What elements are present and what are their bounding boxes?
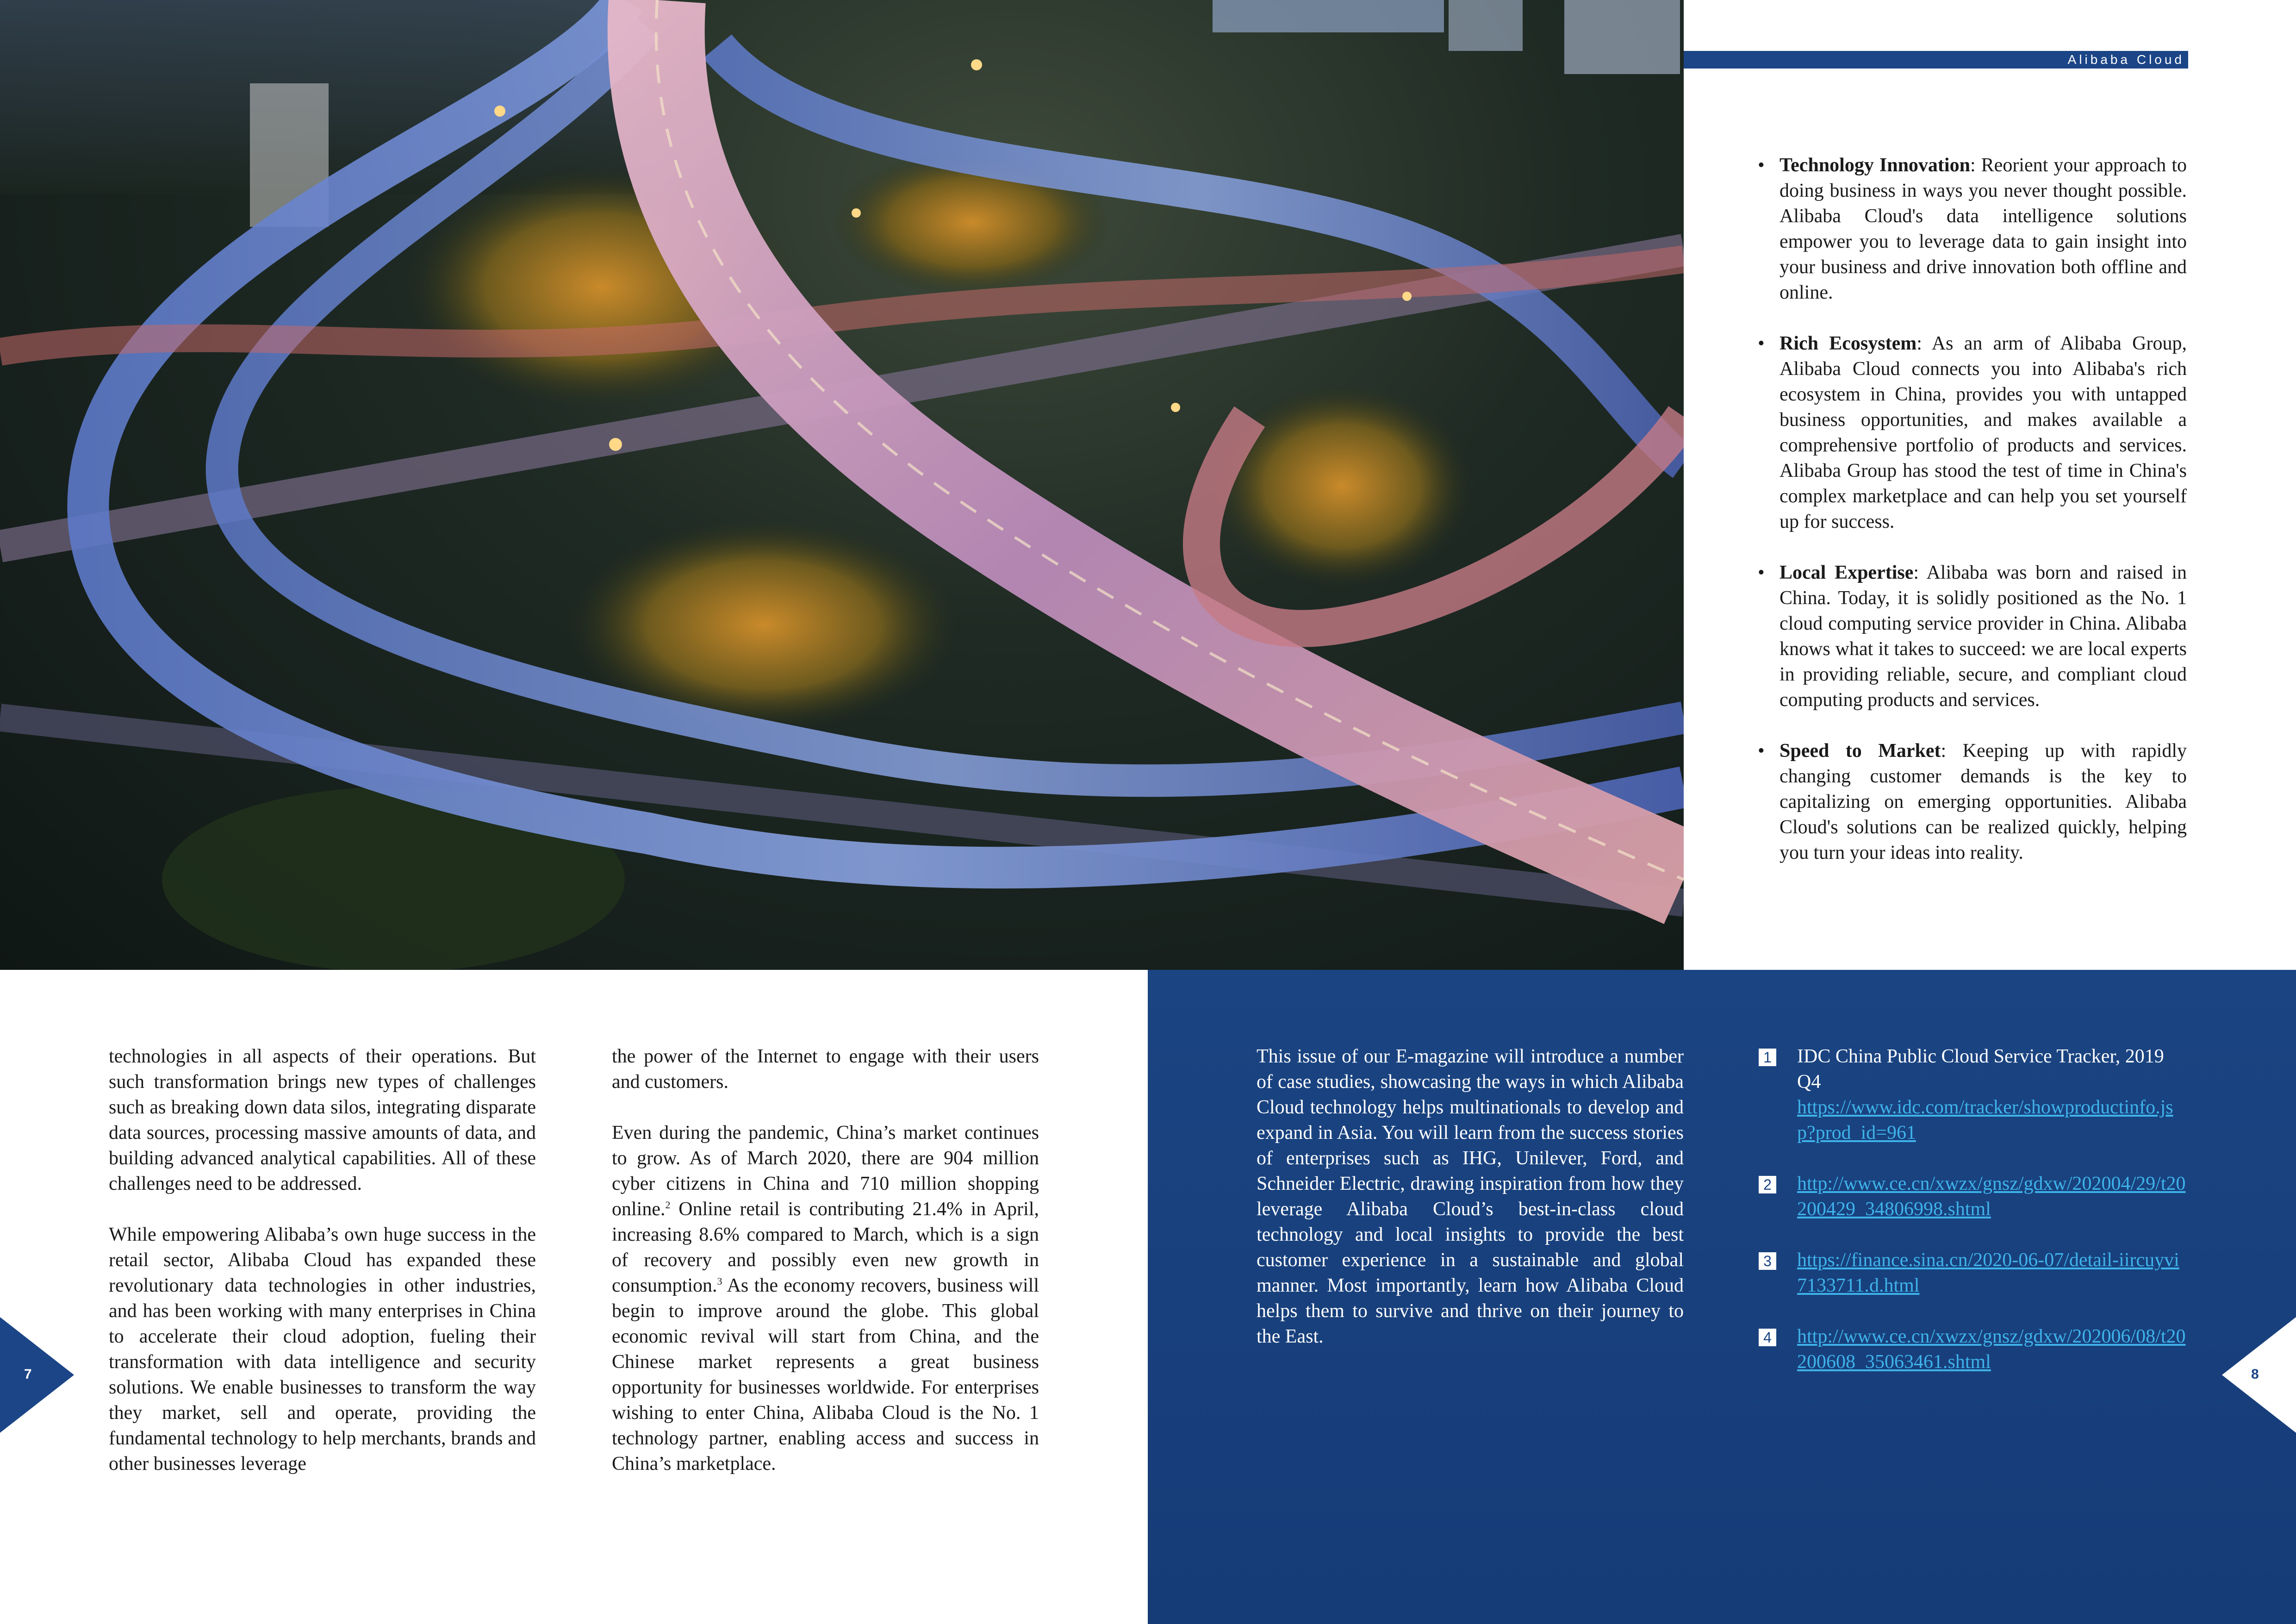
body-column-1	[109, 1044, 536, 1502]
bullet-dot-icon: •	[1758, 740, 1765, 762]
paragraph	[612, 1120, 1039, 1477]
body-column-2	[612, 1044, 1039, 1502]
paragraph-text: Online retail is contributing 21.4% in April, increasing 8.6% compared to March, which is a sign of recovery and possibly even new growth in consumption.	[612, 1199, 1039, 1296]
footnote-marker: 3	[717, 1275, 722, 1287]
footnote-marker: 2	[665, 1199, 671, 1211]
bullet-term: Speed to Market	[1780, 740, 1941, 762]
reference-link[interactable]: http://www.ce.cn/xwzx/gnsz/gdxw/202006/08/t20200608_35063461.shtml	[1797, 1326, 2186, 1373]
bullet-item-local-expertise	[1754, 560, 2187, 713]
bullet-dot-icon: •	[1758, 562, 1765, 583]
bullet-text: : Alibaba was born and raised in China. Today, it is solidly positioned as the No. 1 cloud computing service provider in China. Alibaba knows what it takes to succeed: we are local experts in providing reliable, secure, and compliant cloud computing products and services.	[1780, 562, 2187, 711]
bullet-text: : As an arm of Alibaba Group, Alibaba Cloud connects you into Alibaba's rich ecosystem in China, provides you with untapped business opportunities, and makes available a comprehensive portfolio of products and services. Alibaba Group has stood the test of time in China's complex marketplace and can help you set yourself up for success.	[1780, 333, 2187, 532]
bullet-text: : Reorient your approach to doing business in ways you never thought possible. Alibaba Cloud's data intelligence solutions empower you to leverage data to gain insight into your business and drive innovation both offline and online.	[1780, 155, 2187, 303]
reference-link[interactable]: https://www.idc.com/tracker/showproductinfo.jsp?prod_id=961	[1797, 1097, 2173, 1143]
body-column-3	[1257, 1044, 1684, 1375]
references-list	[1759, 1044, 2188, 1400]
bullet-item-technology-innovation	[1754, 153, 2187, 306]
reference-number: 3	[1759, 1252, 1776, 1270]
reference-number: 1	[1759, 1049, 1776, 1066]
page-number-right: 8	[2251, 1367, 2259, 1382]
paragraph: While empowering Alibaba’s own huge success in the retail sector, Alibaba Cloud has expanded these revolutionary data technologies in other industries, and has been working with many enterprises in China to accelerate their cloud adoption, fueling their transformation with data intelligence and security solutions. We enable businesses to transform the way they market, sell and operate, providing the fundamental technology to help merchants, brands and other businesses leverage	[109, 1224, 536, 1474]
bullet-dot-icon: •	[1758, 333, 1765, 354]
reference-item	[1759, 1044, 2188, 1146]
reference-number: 2	[1759, 1176, 1776, 1193]
hero-highway-photo	[0, 0, 1684, 970]
paragraph: This issue of our E-magazine will introduce a number of case studies, showcasing the ways in which Alibaba Cloud technology helps multinationals to develop and expand in Asia. You will learn from the success stories of enterprises such as IHG, Unilever, Ford, and Schneider Electric, drawing inspiration from how they leverage Alibaba Cloud’s best-in-class cloud technology and local insights to provide the best customer experience in a sustainable and global manner. Most importantly, learn how Alibaba Cloud helps them to survive and thrive on their journey to the East.	[1257, 1046, 1684, 1347]
reference-link[interactable]: http://www.ce.cn/xwzx/gnsz/gdxw/202004/29/t20200429_34806998.shtml	[1797, 1173, 2186, 1220]
reference-title: IDC China Public Cloud Service Tracker, 2019 Q4	[1797, 1046, 2164, 1093]
bullet-term: Technology Innovation	[1780, 155, 1970, 176]
reference-item	[1759, 1248, 2188, 1299]
reference-item	[1759, 1324, 2188, 1375]
bullet-term: Local Expertise	[1780, 562, 1914, 583]
bullet-text: : Keeping up with rapidly changing customer demands is the key to capitalizing on emerging opportunities. Alibaba Cloud's solutions can be realized quickly, helping you turn your ideas into reality.	[1780, 740, 2187, 863]
page-marker-right-icon	[2222, 1317, 2296, 1433]
bullet-item-rich-ecosystem	[1754, 331, 2187, 535]
highway-interchange-illustration	[0, 0, 1684, 970]
reference-number: 4	[1759, 1329, 1776, 1346]
page-marker-left-icon	[0, 1317, 74, 1433]
paragraph: the power of the Internet to engage with their users and customers.	[612, 1046, 1039, 1093]
header-brand-band	[1684, 51, 2188, 69]
paragraph: technologies in all aspects of their operations. But such transformation brings new types of challenges such as breaking down data silos, integrating disparate data sources, processing massive amounts of data, and building advanced analytical capabilities. All of these challenges need to be addressed.	[109, 1046, 536, 1194]
bullet-item-speed-to-market	[1754, 738, 2187, 866]
reference-link[interactable]: https://finance.sina.cn/2020-06-07/detail-iircuyvi7133711.d.html	[1797, 1249, 2179, 1296]
advantages-bullet-list	[1754, 153, 2187, 891]
brand-label: Alibaba Cloud	[2067, 52, 2184, 67]
bullet-dot-icon: •	[1758, 155, 1765, 176]
bullet-term: Rich Ecosystem	[1780, 333, 1917, 354]
page-number-left: 7	[24, 1367, 32, 1382]
paragraph-text: Even during the pandemic, China’s market continues to grow. As of March 2020, there are 904 million cyber citizens in China and 710 million shopping online.	[612, 1122, 1039, 1220]
reference-item	[1759, 1171, 2188, 1222]
paragraph-text: As the economy recovers, business will begin to improve around the globe. This global economic revival will start from China, and the Chinese market represents a great business opportunity for businesses worldwide. For enterprises wishing to enter China, Alibaba Cloud is the No. 1 technology partner, enabling access and success in China’s marketplace.	[612, 1275, 1039, 1474]
